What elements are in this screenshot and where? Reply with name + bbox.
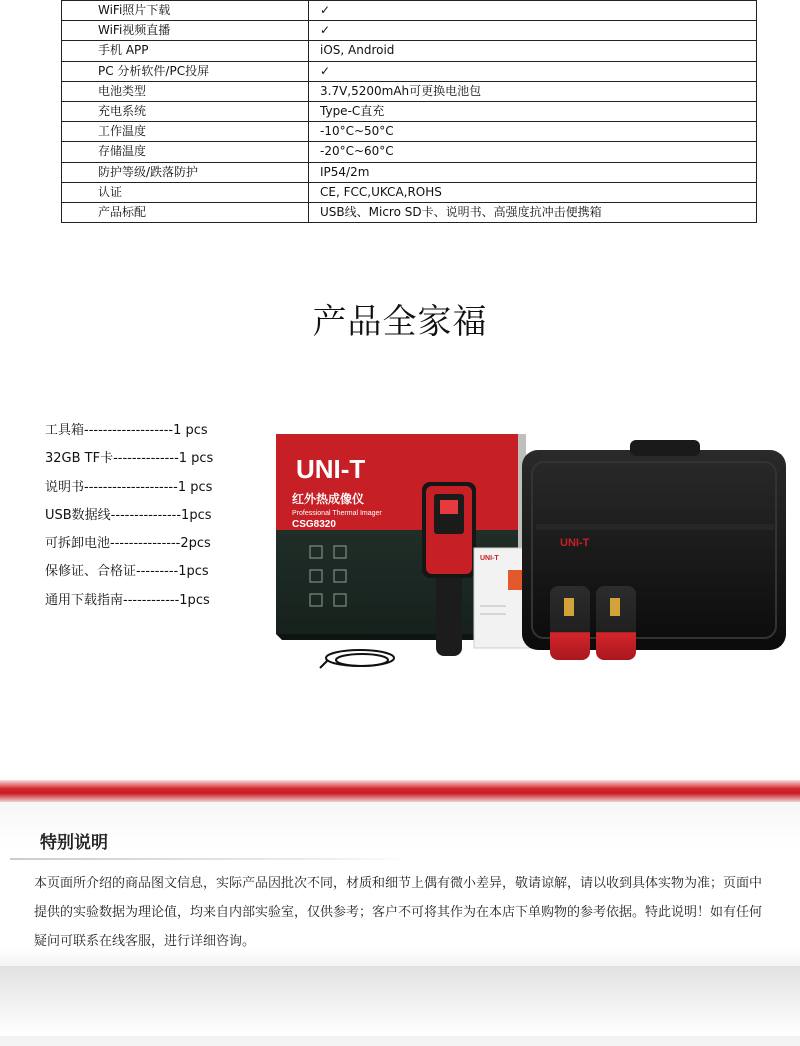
spec-value: -10°C~50°C (309, 122, 757, 142)
spec-row (62, 142, 757, 162)
notice-body: 本页面所介绍的商品图文信息，实际产品因批次不同，材质和细节上偶有微小差异，敬请谅解，请以收到具体实物为准；页面中提供的实验数据为理论值，均来自内部实验室，仅供参考；客户不可将其作为在本店下单购物的参考依据。特此说明！如有任何疑问可联系在线客服，进行详细咨询。 (34, 876, 763, 949)
spec-value: ✓ (309, 61, 757, 81)
spec-value: Type-C直充 (309, 101, 757, 121)
package-item: 工具箱-------------------1 pcs (45, 423, 208, 438)
spec-value: CE, FCC,UKCA,ROHS (309, 182, 757, 202)
spec-row (62, 61, 757, 81)
section-title: 产品全家福 (312, 302, 488, 342)
spec-table (61, 0, 757, 223)
spec-key: 认证 (62, 182, 309, 202)
spec-row (62, 122, 757, 142)
spec-row (62, 202, 757, 222)
notice-shadow (0, 966, 800, 1036)
svg-text:UNI-T: UNI-T (560, 537, 590, 549)
spec-row (62, 1, 757, 21)
package-list (45, 421, 213, 619)
package-item: 通用下载指南------------1pcs (45, 592, 210, 608)
spec-value: iOS, Android (309, 41, 757, 61)
spec-row (62, 162, 757, 182)
package-item: 可拆卸电池---------------2pcs (45, 536, 211, 552)
spec-key: 电池类型 (62, 81, 309, 101)
box-product-name: 红外热成像仪 (292, 492, 365, 506)
spec-value: ✓ (309, 21, 757, 41)
spec-key: 存储温度 (62, 142, 309, 162)
box-model: CSG8320 (292, 519, 336, 530)
divider-band (0, 780, 800, 802)
notice-underline (10, 858, 410, 860)
notice-title: 特别说明 (40, 833, 108, 853)
spec-row (62, 101, 757, 121)
package-item: 说明书--------------------1 pcs (45, 479, 213, 495)
package-item: USB数据线---------------1pcs (45, 507, 212, 523)
box-brand-logo: UNI-T (296, 454, 366, 484)
spec-row (62, 81, 757, 101)
package-item: 保修证、合格证---------1pcs (45, 564, 209, 580)
spec-key: 防护等级/跌落防护 (62, 162, 309, 182)
spec-key: WiFi照片下载 (62, 1, 309, 21)
spec-value: ✓ (309, 1, 757, 21)
package-item: 32GB TF卡--------------1 pcs (45, 451, 214, 467)
spec-value: IP54/2m (309, 162, 757, 182)
spec-key: PC 分析软件/PC投屏 (62, 61, 309, 81)
spec-value: 3.7V,5200mAh可更换电池包 (309, 81, 757, 101)
spec-key: 手机 APP (62, 41, 309, 61)
spec-key: WiFi视频直播 (62, 21, 309, 41)
spec-row (62, 21, 757, 41)
box-product-name-en: Professional Thermal Imager (292, 510, 382, 517)
battery (550, 586, 590, 660)
svg-text:UNI-T: UNI-T (480, 555, 499, 562)
spec-value: -20°C~60°C (309, 142, 757, 162)
spec-value: USB线、Micro SD卡、说明书、高强度抗冲击便携箱 (309, 202, 757, 222)
spec-row (62, 41, 757, 61)
spec-row (62, 182, 757, 202)
spec-key: 产品标配 (62, 202, 309, 222)
spec-key: 工作温度 (62, 122, 309, 142)
product-family-photo (270, 420, 790, 690)
usb-cable (320, 650, 394, 668)
battery (596, 586, 636, 660)
spec-key: 充电系统 (62, 101, 309, 121)
